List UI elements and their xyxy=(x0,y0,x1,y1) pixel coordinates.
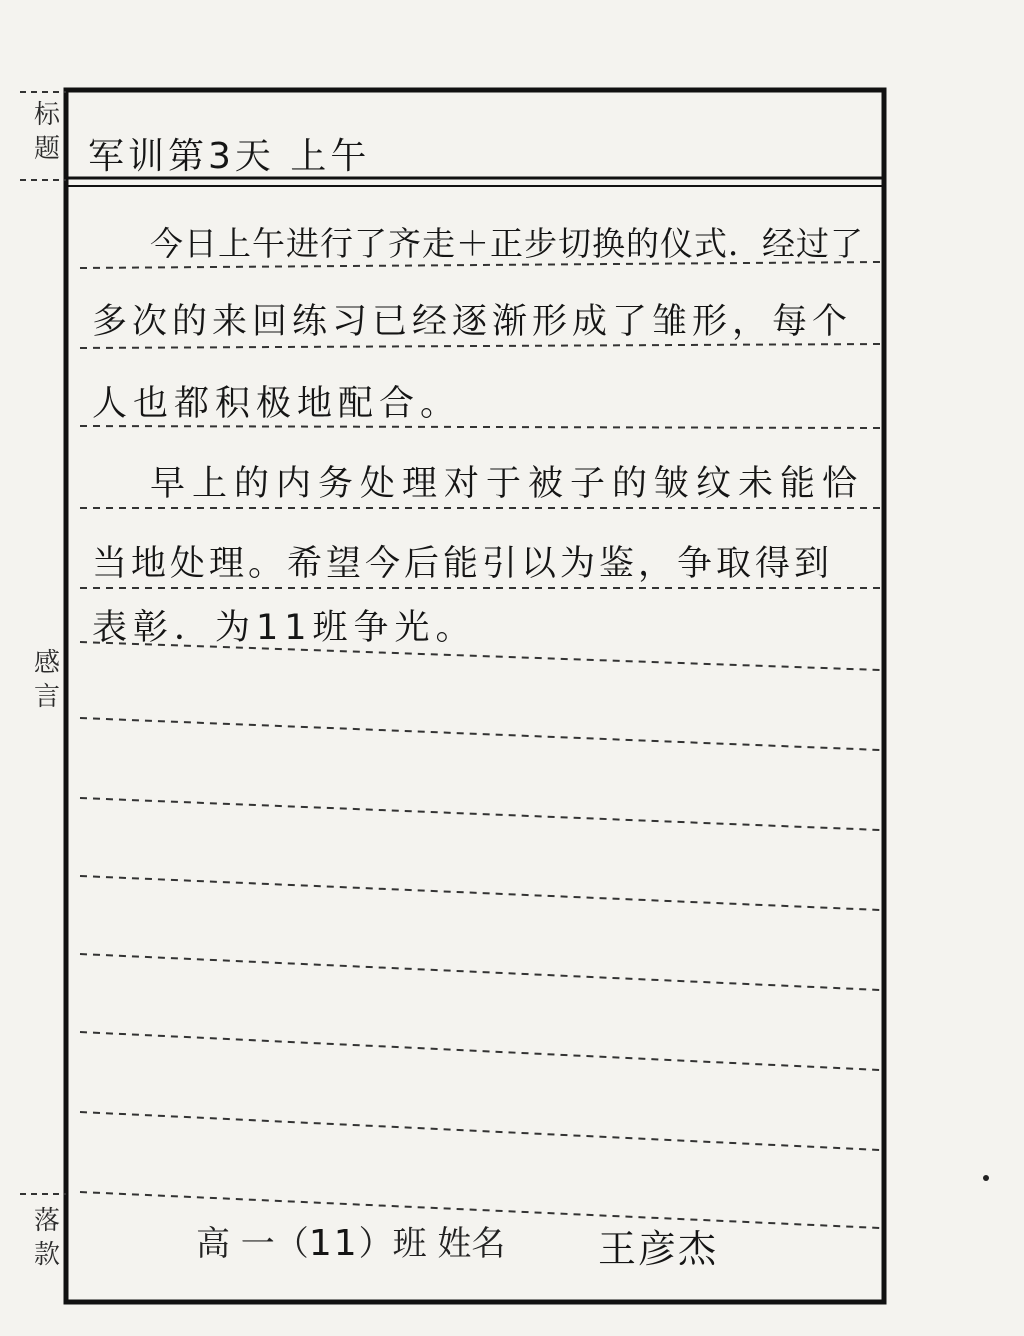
class-name-footer xyxy=(196,1216,505,1265)
body-line-6: 表彰．为11班争光。 xyxy=(92,608,477,648)
class-suffix: ）班 姓名 xyxy=(358,1224,506,1264)
body-line-4: 早上的内务处理对于被子的皱纹未能恰 xyxy=(150,464,865,504)
body-line-5: 当地处理。希望今后能引以为鉴，争取得到 xyxy=(92,544,834,584)
reflection-label-char-2: 言 xyxy=(33,682,60,712)
signature-label-char-1: 落 xyxy=(33,1206,60,1236)
handwritten-title: 军训第3天 上午 xyxy=(88,136,371,177)
body-line-3: 人也都积极地配合。 xyxy=(92,384,462,424)
reflection-side-label xyxy=(28,646,66,714)
title-side-label xyxy=(28,98,66,166)
title-label-char-1: 标 xyxy=(33,100,60,130)
body-line-1: 今日上午进行了齐走＋正步切换的仪式．经过了 xyxy=(150,224,864,263)
title-label-char-2: 题 xyxy=(33,134,60,164)
signature-side-label xyxy=(28,1204,66,1272)
class-number-handwritten: 11 xyxy=(308,1223,359,1264)
form-border xyxy=(66,90,884,1302)
signature-label-char-2: 款 xyxy=(33,1240,60,1270)
reflection-label-char-1: 感 xyxy=(33,648,60,678)
body-line-2: 多次的来回练习已经逐渐形成了雏形，每个 xyxy=(92,302,853,342)
stray-dot xyxy=(983,1175,989,1181)
class-prefix: 高 一（ xyxy=(196,1224,309,1264)
student-name-handwritten: 王彦杰 xyxy=(598,1227,719,1271)
label-dividers xyxy=(20,92,66,1194)
